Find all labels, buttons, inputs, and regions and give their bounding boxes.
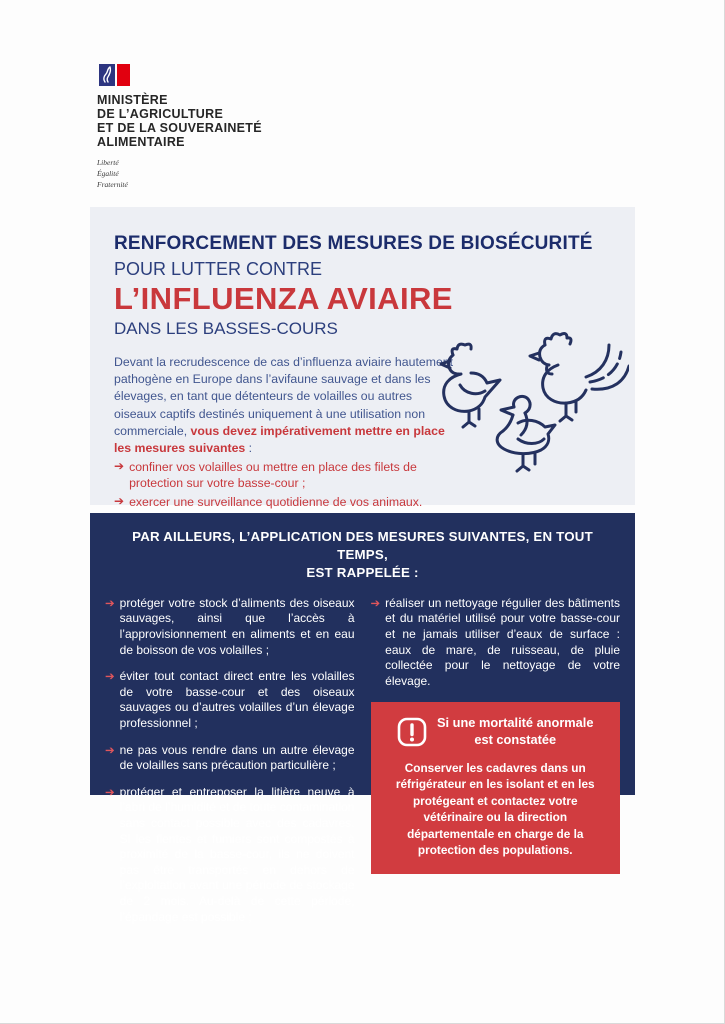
intro-text-emphasis: vous devez impérativement mettre en place les mesures suivantes bbox=[114, 423, 445, 456]
flag-blue-band bbox=[99, 64, 115, 86]
arrow-right-icon: ➔ bbox=[114, 459, 125, 474]
arrow-right-icon: ➔ bbox=[105, 744, 115, 757]
list-item bbox=[105, 669, 355, 731]
arrow-right-icon: ➔ bbox=[105, 671, 115, 684]
intro-bullet-list bbox=[114, 459, 459, 510]
panel-columns bbox=[105, 596, 620, 936]
alert-title bbox=[437, 715, 593, 748]
duck-drawing bbox=[497, 396, 555, 471]
ministry-line: ALIMENTAIRE bbox=[97, 135, 185, 149]
list-item-text: ne pas vous rendre dans un autre élevage de volailles sans précaution particulière ; bbox=[119, 742, 355, 773]
motto-line: Fraternité bbox=[97, 179, 128, 189]
motto-line: Liberté bbox=[97, 158, 119, 167]
panel-heading-line: EST RAPPELÉE : bbox=[306, 564, 419, 580]
ministry-line: MINISTÈRE bbox=[97, 93, 168, 107]
alert-title-line: est constatée bbox=[474, 732, 557, 747]
list-item-text: réaliser un nettoyage régulier des bâtiments et du matériel utilisé pour votre basse-cour et ne jamais utiliser d’eaux de surface : eaux de mare, de ruisseau, de pluie collectée pour le nettoyage de votre élevage. bbox=[385, 595, 620, 688]
list-item bbox=[105, 785, 355, 925]
ministry-line: DE L’AGRICULTURE bbox=[97, 107, 224, 121]
list-item bbox=[371, 596, 621, 690]
motto-line: Égalité bbox=[97, 168, 119, 178]
ministry-header bbox=[97, 64, 262, 191]
list-item bbox=[105, 743, 355, 774]
list-item bbox=[105, 596, 355, 658]
arrow-right-icon: ➔ bbox=[114, 493, 125, 508]
list-item-text: éviter tout contact direct entre les volailles de votre basse-cour et des oiseaux sauvages ou d’autres volailles d’un élevage professionnel ; bbox=[119, 669, 355, 730]
page-title-line1: RENFORCEMENT DES MESURES DE BIOSÉCURITÉ bbox=[114, 233, 593, 254]
list-item-text: protéger votre stock d’aliments des oiseaux sauvages, ainsi que l’accès à l’approvisionnement en aliments et en eau de boisson de vos volailles ; bbox=[119, 595, 355, 657]
list-item bbox=[114, 494, 459, 510]
page-title-line4: DANS LES BASSES-COURS bbox=[114, 319, 338, 338]
page-title-line2: POUR LUTTER CONTRE bbox=[114, 259, 323, 279]
arrow-right-icon: ➔ bbox=[370, 597, 381, 610]
page-title-main: L’INFLUENZA AVIAIRE bbox=[114, 281, 453, 316]
list-item-text: confiner vos volailles ou mettre en place des filets de protection sur votre basse-cour ; bbox=[129, 460, 417, 491]
intro-paragraph bbox=[114, 354, 454, 457]
intro-text: Devant la recrudescence de cas d’influenza aviaire hautement pathogène en Europe dans l’avifaune sauvage et dans les élevages, en tant que détenteurs de volailles ou autres oiseaux captifs destinés uniquement à une utilisation non commerciale, bbox=[114, 355, 454, 438]
title-intro-section bbox=[90, 207, 635, 509]
alert-header bbox=[384, 715, 608, 748]
measures-panel bbox=[90, 513, 635, 924]
flag-red-band bbox=[117, 64, 130, 86]
french-flag-marianne-icon bbox=[99, 64, 135, 86]
exclamation-warning-icon bbox=[397, 717, 427, 747]
mortality-alert-box bbox=[371, 702, 621, 873]
alert-title-line: Si une mortalité anormale bbox=[437, 715, 594, 731]
list-item-text: protéger et entreposer la litière neuve à l’abri de l’humidité et de toute contamination sans contact possible avec des cadavres. Si les fientes et fumiers sont compostés à proximité de la basse-cour, ils ne doivent pas être transportés en dehors de l’exploitation avant une période de stockage de 2 mois. Au-delà de cette période, l’épandage est possible ; bbox=[119, 784, 355, 924]
intro-text-colon: : bbox=[245, 441, 253, 456]
list-item bbox=[114, 459, 459, 491]
rooster-drawing bbox=[530, 334, 629, 421]
panel-heading-line: PAR AILLEURS, L’APPLICATION DES MESURES SUIVANTES, EN TOUT TEMPS, bbox=[132, 529, 593, 562]
alert-body-text: Conserver les cadavres dans un réfrigérateur en les isolant et en les protégeant et contactez votre vétérinaire ou la direction départementale en charge de la protection des populations. bbox=[395, 760, 595, 858]
arrow-right-icon: ➔ bbox=[105, 597, 115, 610]
panel-right-column bbox=[371, 596, 621, 936]
ministry-name bbox=[97, 93, 262, 149]
panel-heading bbox=[105, 528, 620, 582]
panel-left-column bbox=[105, 596, 355, 936]
hen-drawing bbox=[441, 344, 500, 427]
arrow-right-icon: ➔ bbox=[105, 786, 115, 799]
marianne-silhouette-icon bbox=[99, 64, 115, 86]
list-item-text: exercer une surveillance quotidienne de vos animaux. bbox=[129, 494, 423, 509]
republic-motto bbox=[97, 158, 262, 191]
poultry-illustration bbox=[417, 323, 629, 481]
ministry-line: ET DE LA SOUVERAINETÉ bbox=[97, 121, 262, 135]
